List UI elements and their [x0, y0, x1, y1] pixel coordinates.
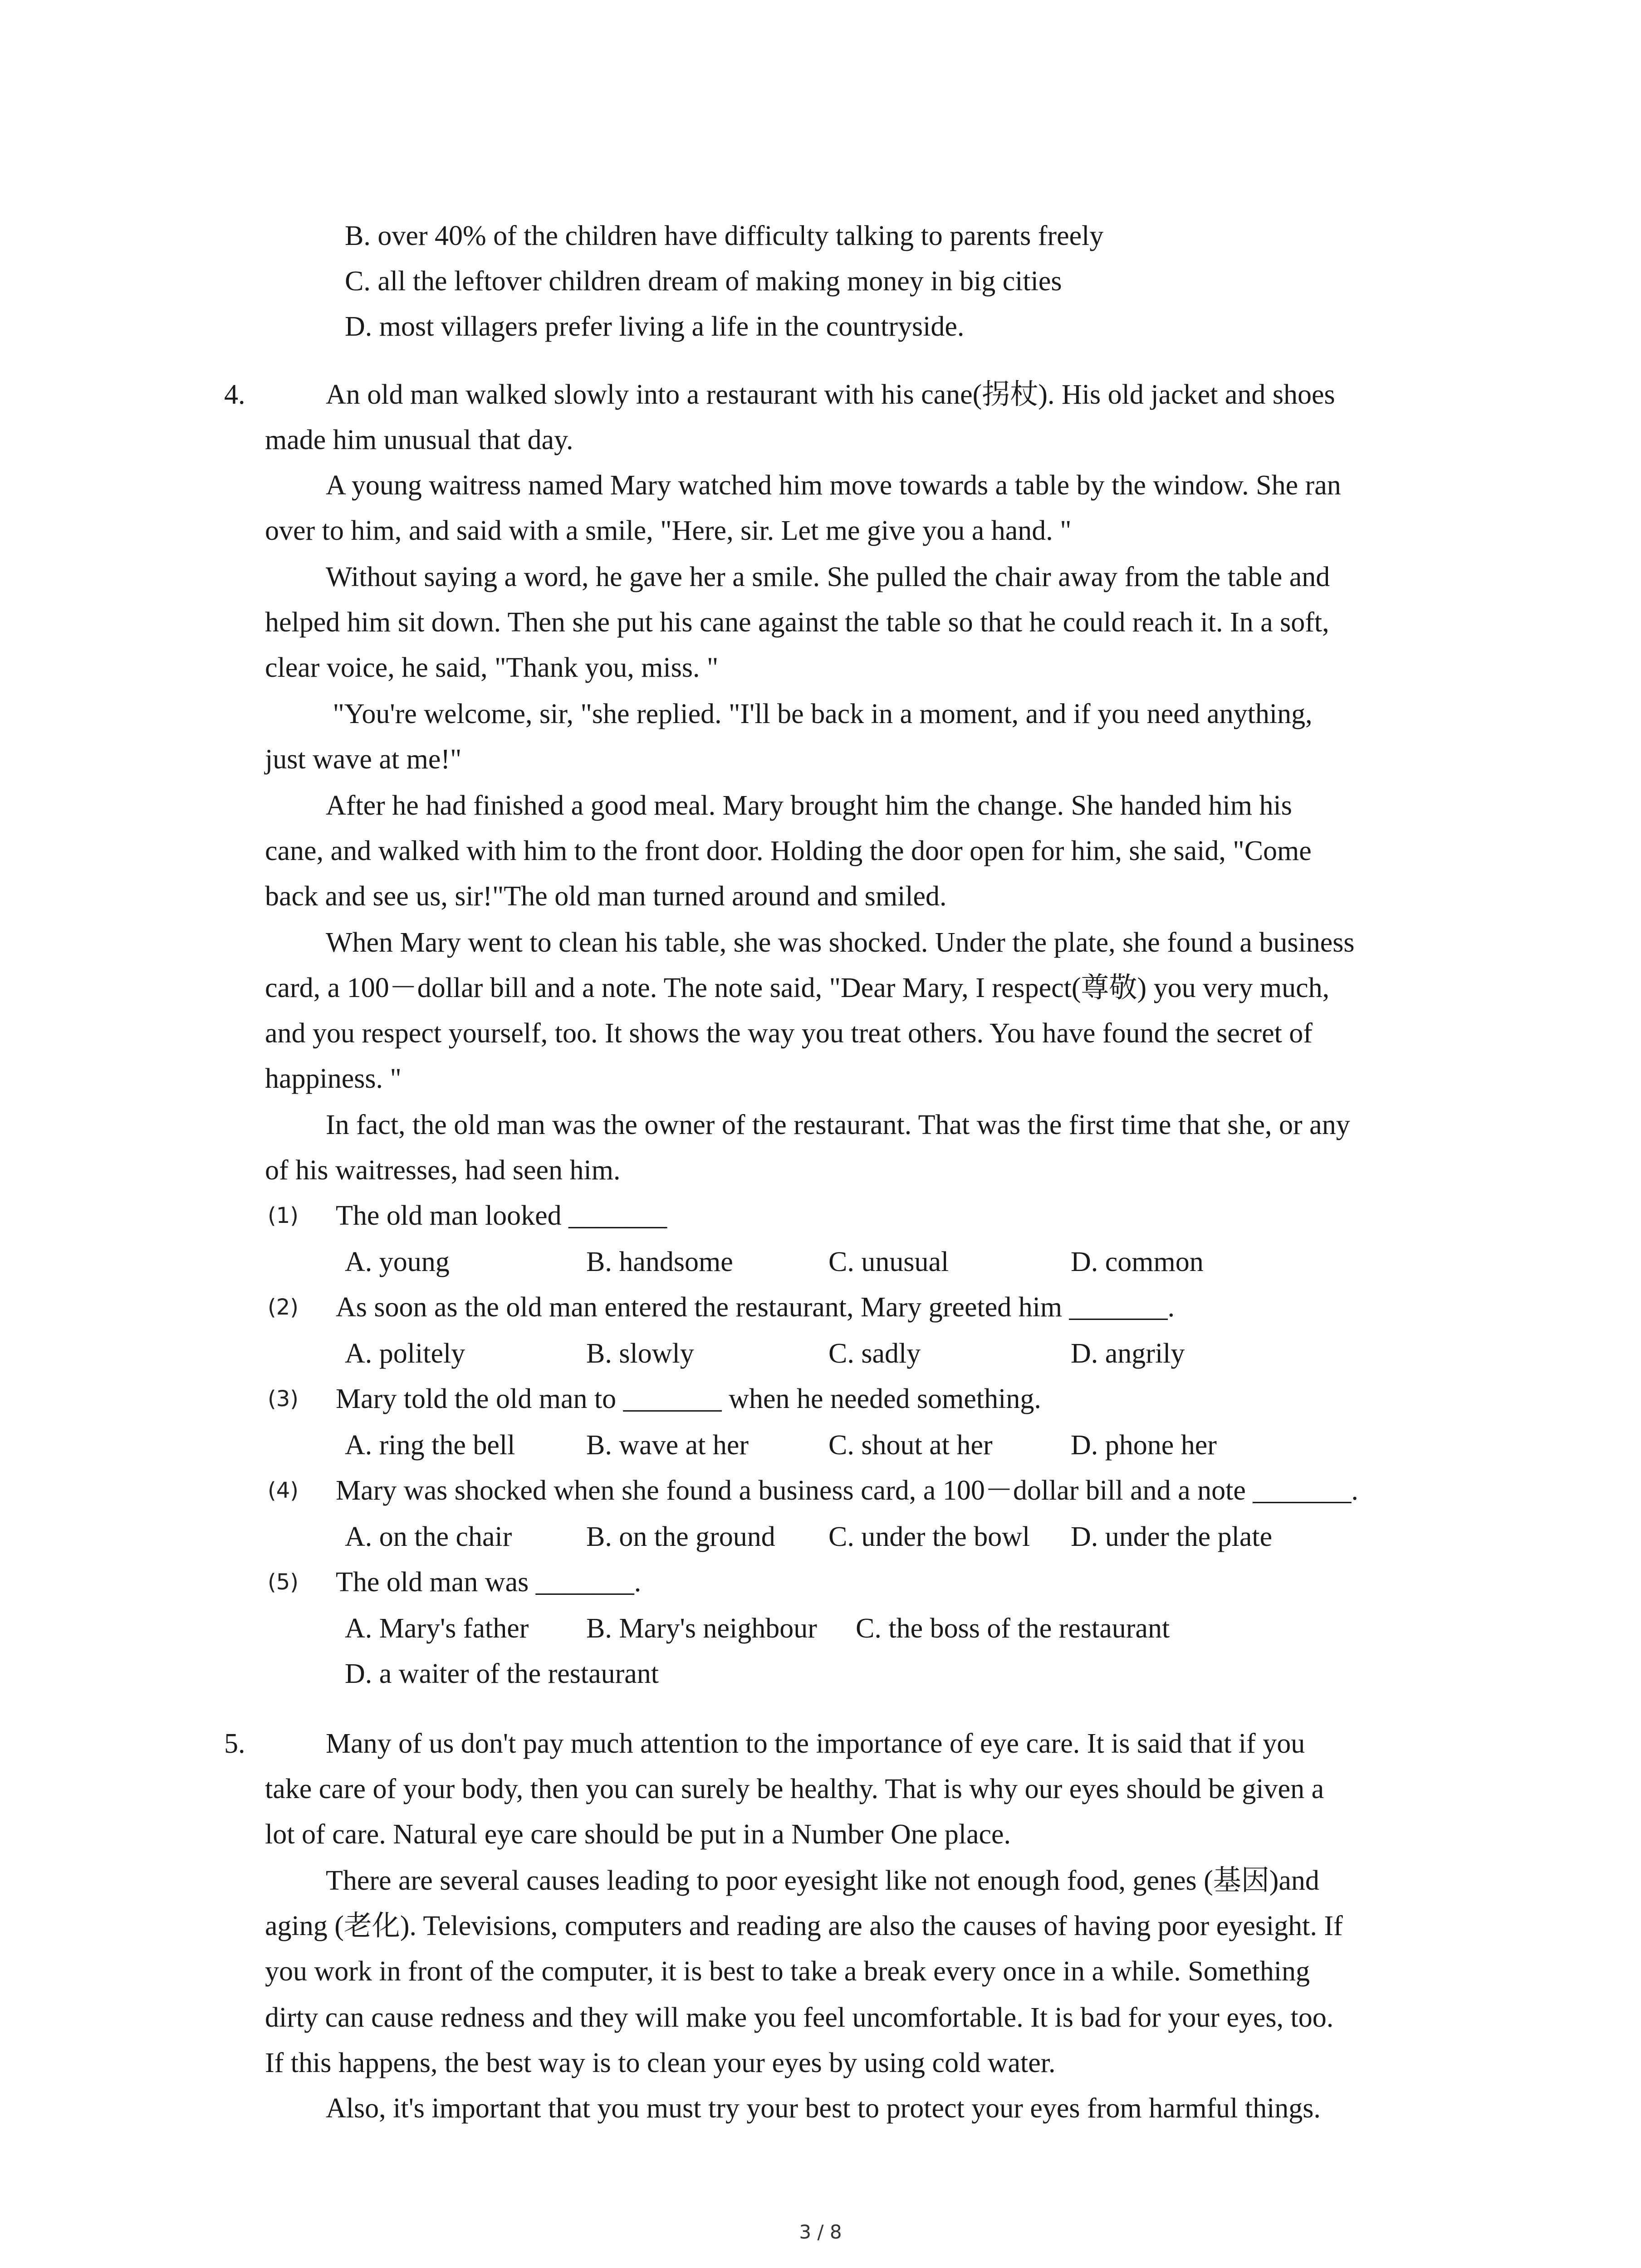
- answer-option: C. under the bowl: [828, 1521, 1030, 1552]
- answer-option: D. angrily: [1071, 1338, 1185, 1369]
- q5-passage-line: There are several causes leading to poor eyesight like not enough food, genes (基因)and: [326, 1865, 1319, 1896]
- subquestion-number: (1): [268, 1203, 299, 1228]
- answer-option: C. the boss of the restaurant: [856, 1613, 1170, 1644]
- answer-option: D. a waiter of the restaurant: [345, 1658, 659, 1689]
- q5-number: 5.: [224, 1728, 245, 1759]
- q4-passage-line: A young waitress named Mary watched him move towards a table by the window. She ran: [326, 470, 1341, 501]
- subquestion-number: (5): [268, 1569, 299, 1595]
- answer-option: B. handsome: [586, 1246, 733, 1277]
- answer-option: D. under the plate: [1071, 1521, 1273, 1552]
- subquestion-number: (4): [268, 1478, 299, 1503]
- q4-passage-line: After he had finished a good meal. Mary brought him the change. She handed him his: [326, 790, 1292, 821]
- answer-option: B. slowly: [586, 1338, 694, 1369]
- subquestion-stem: Mary told the old man to _______ when he needed something.: [336, 1383, 1041, 1414]
- answer-option: A. politely: [345, 1338, 465, 1369]
- q4-number: 4.: [224, 379, 245, 410]
- q5-passage-line: If this happens, the best way is to clean your eyes by using cold water.: [265, 2048, 1056, 2078]
- answer-option: C. unusual: [828, 1246, 949, 1277]
- answer-option: A. Mary's father: [345, 1613, 529, 1644]
- answer-option: A. young: [345, 1246, 450, 1277]
- subquestion-number: (2): [268, 1295, 299, 1320]
- q3-option-b: B. over 40% of the children have difficulty talking to parents freely: [345, 220, 1104, 251]
- answer-option: C. shout at her: [828, 1430, 993, 1461]
- answer-option: A. on the chair: [345, 1521, 512, 1552]
- q4-passage-line: When Mary went to clean his table, she was shocked. Under the plate, she found a business: [326, 927, 1355, 958]
- q3-option-c: C. all the leftover children dream of making money in big cities: [345, 266, 1062, 297]
- q5-passage-line: Also, it's important that you must try your best to protect your eyes from harmful things.: [326, 2093, 1321, 2124]
- answer-option: D. phone her: [1071, 1430, 1217, 1461]
- q4-passage-line: back and see us, sir!"The old man turned around and smiled.: [265, 881, 947, 912]
- q5-passage-line: Many of us don't pay much attention to the importance of eye care. It is said that if you: [326, 1728, 1305, 1759]
- answer-option: B. wave at her: [586, 1430, 749, 1461]
- page-number: 3 / 8: [799, 2221, 842, 2243]
- q4-passage-line: and you respect yourself, too. It shows the way you treat others. You have found the secret of: [265, 1018, 1313, 1049]
- answer-option: B. on the ground: [586, 1521, 775, 1552]
- answer-option: C. sadly: [828, 1338, 921, 1369]
- q5-passage-line: lot of care. Natural eye care should be put in a Number One place.: [265, 1819, 1011, 1850]
- q4-passage-line: just wave at me!": [265, 744, 462, 775]
- answer-option: A. ring the bell: [345, 1430, 515, 1461]
- q4-passage-line: over to him, and said with a smile, "Here, sir. Let me give you a hand. ": [265, 515, 1072, 546]
- q4-passage-line: cane, and walked with him to the front door. Holding the door open for him, she said, "Come: [265, 836, 1312, 866]
- subquestion-stem: The old man was _______.: [336, 1567, 642, 1598]
- subquestion-number: (3): [268, 1386, 299, 1412]
- q4-passage-line: In fact, the old man was the owner of the restaurant. That was the first time that she, or any: [326, 1110, 1350, 1140]
- q5-passage-line: take care of your body, then you can surely be healthy. That is why our eyes should be given a: [265, 1774, 1324, 1804]
- q4-passage-line: "You're welcome, sir, "she replied. "I'll be back in a moment, and if you need anything,: [326, 699, 1313, 729]
- q5-passage-line: aging (老化). Televisions, computers and reading are also the causes of having poor eyesight. If: [265, 1911, 1343, 1941]
- answer-option: B. Mary's neighbour: [586, 1613, 817, 1644]
- q5-passage-line: you work in front of the computer, it is best to take a break every once in a while. Something: [265, 1956, 1310, 1987]
- subquestion-stem: The old man looked _______: [336, 1200, 667, 1231]
- q4-passage-line: card, a 100－dollar bill and a note. The note said, "Dear Mary, I respect(尊敬) you very much,: [265, 973, 1330, 1003]
- q4-passage-line: made him unusual that day.: [265, 425, 573, 455]
- q4-passage-line: helped him sit down. Then she put his cane against the table so that he could reach it. In a soft,: [265, 607, 1329, 638]
- q5-passage-line: dirty can cause redness and they will make you feel uncomfortable. It is bad for your eyes, too.: [265, 2002, 1334, 2033]
- q3-option-d: D. most villagers prefer living a life in the countryside.: [345, 311, 965, 342]
- q4-passage-line: happiness. ": [265, 1063, 402, 1094]
- q4-passage-line: clear voice, he said, "Thank you, miss. ": [265, 652, 719, 683]
- subquestion-stem: As soon as the old man entered the restaurant, Mary greeted him _______.: [336, 1292, 1175, 1323]
- answer-option: D. common: [1071, 1246, 1204, 1277]
- q4-passage-line: Without saying a word, he gave her a smile. She pulled the chair away from the table and: [326, 562, 1330, 592]
- q4-passage-line: of his waitresses, had seen him.: [265, 1155, 621, 1186]
- subquestion-stem: Mary was shocked when she found a business card, a 100－dollar bill and a note _______.: [336, 1475, 1358, 1506]
- q4-passage-line: An old man walked slowly into a restaurant with his cane(拐杖). His old jacket and shoes: [326, 379, 1335, 410]
